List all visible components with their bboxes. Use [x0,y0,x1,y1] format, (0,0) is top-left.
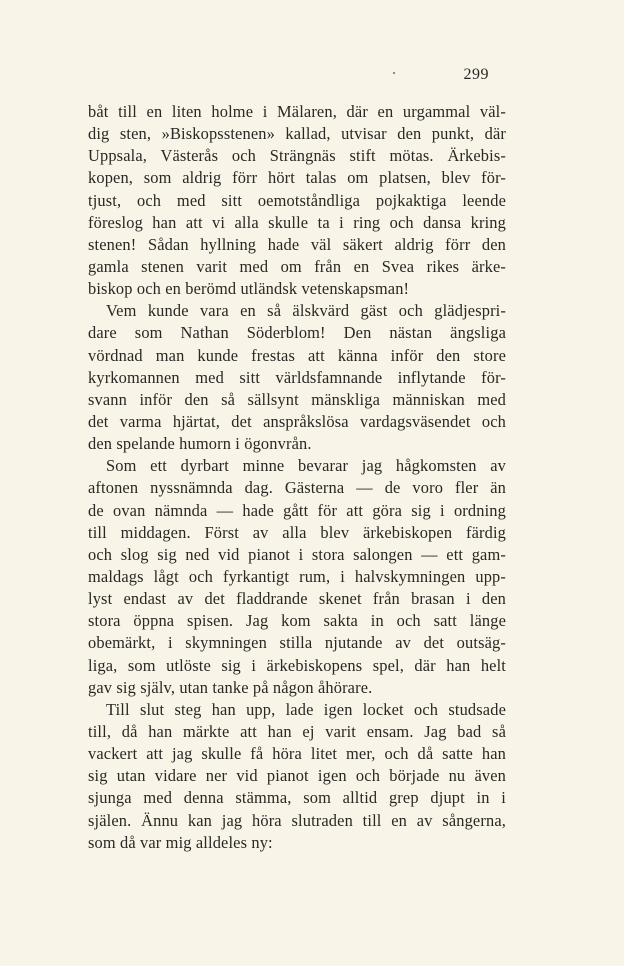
text-line: kopen, som aldrig förr hört talas om platsen, blev för- [88,168,506,188]
text-line: de ovan nämnda — hade gått för att göra sig i ordning [88,500,506,520]
text-line: svann inför den så sällsynt mänskliga människan med [88,389,506,409]
print-speck [393,72,395,74]
text-line: som då var mig alldeles ny: [88,832,273,852]
text-line: sig utan vidare ner vid pianot igen och började nu även [88,766,506,786]
text-line: till middagen. Först av alla blev ärkebiskopen färdig [88,522,506,542]
text-line: Vem kunde vara en så älskvärd gäst och glädjespri- [106,301,506,321]
text-line: dig sten, »Biskopsstenen» kallad, utvisar den punkt, där [88,124,506,144]
text-line: vördnad man kunde frestas att känna inför den store [88,345,506,365]
text-line: båt till en liten holme i Mälaren, där en urgammal väl- [88,102,506,121]
text-line: gav sig själv, utan tanke på någon åhörare. [88,677,373,697]
page-number: 299 [463,66,489,83]
text-line: obemärkt, i skymningen stilla njutande av det outsäg- [88,633,506,653]
text-line: gamla stenen varit med om från en Svea rikes ärke- [88,256,506,276]
text-line: det varma hjärtat, det anspråkslösa vardagsväsendet och [88,411,506,431]
text-line: kyrkomannen med sitt världsfamnande inflytande för- [88,367,506,387]
text-line: tjust, och med sitt oemotståndliga pojkaktiga leende [88,190,506,210]
text-line: till, då han märkte att han ej varit ensam. Jag bad så [88,721,506,741]
text-line: Uppsala, Västerås och Strängnäs stift mötas. Ärkebis- [88,146,506,166]
text-line: dare som Nathan Söderblom! Den nästan ängsliga [88,323,506,343]
text-line: lyst endast av det fladdrande skenet från brasan i den [88,589,506,609]
text-line: liga, som utlöste sig i ärkebiskopens spel, där han helt [88,655,506,675]
text-line: maldags lågt och fyrkantigt rum, i halvskymningen upp- [88,566,506,586]
text-line: föreslog han att vi alla skulle ta i ring och dansa kring [88,212,506,232]
text-line: och slog sig ned vid pianot i stora salongen — ett gam- [88,544,506,564]
text-line: själen. Ännu kan jag höra slutraden till en av sångerna, [88,810,506,830]
text-line: vackert att jag skulle få höra litet mer, och då satte han [88,744,506,764]
text-line: stenen! Sådan hyllning hade väl säkert aldrig förr den [88,234,506,254]
text-line: Till slut steg han upp, lade igen locket och studsade [106,699,506,719]
text-line: aftonen nyssnämnda dag. Gästerna — de voro fler än [88,478,506,498]
text-line: sjunga med denna stämma, som alltid grep djupt in i [88,788,506,808]
text-line: stora öppna spisen. Jag kom sakta in och satt länge [88,611,506,631]
text-line: Som ett dyrbart minne bevarar jag hågkomsten av [106,456,506,476]
text-line: biskop och en berömd utländsk vetenskapsman! [88,279,410,299]
text-line: den spelande humorn i ögonvrån. [88,434,312,454]
body-text [88,101,506,854]
